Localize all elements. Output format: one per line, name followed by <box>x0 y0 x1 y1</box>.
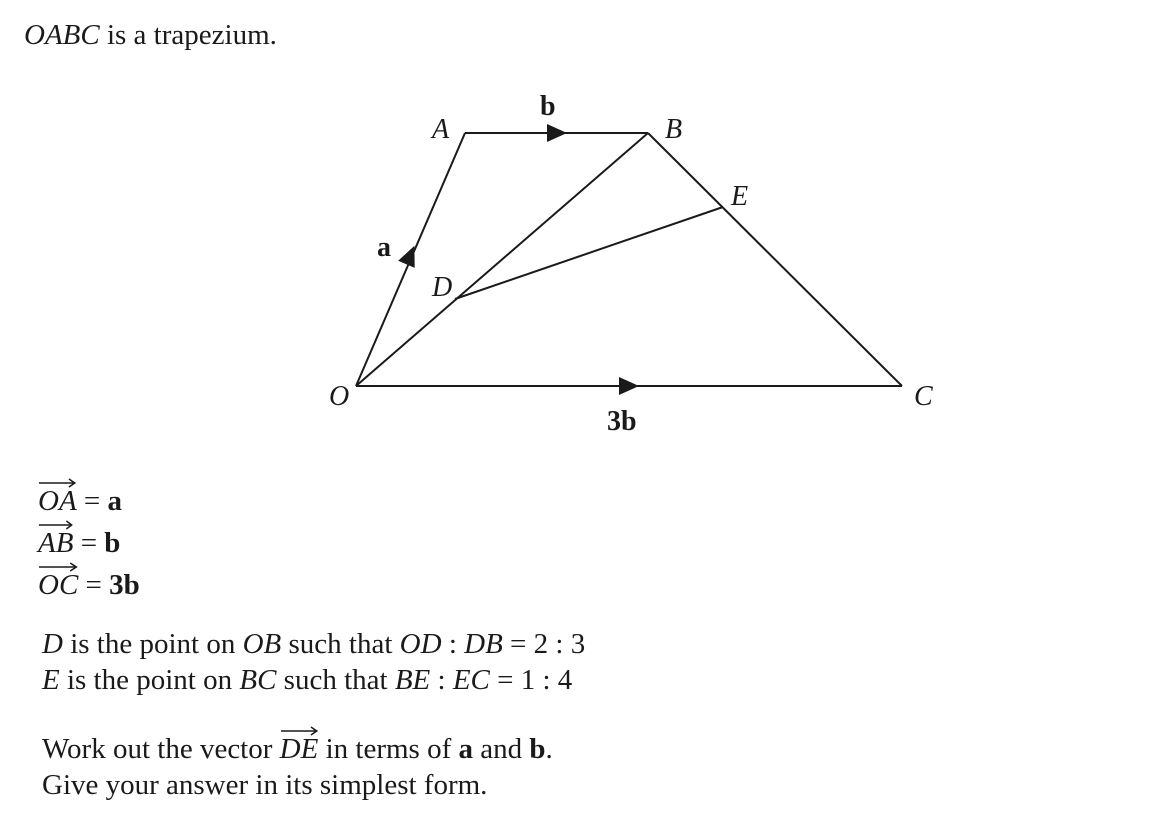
vector-AB: AB <box>38 526 73 560</box>
arrowhead-AB <box>547 124 567 142</box>
vector-arrow-icon <box>280 726 319 736</box>
vector-value: 3b <box>109 569 140 601</box>
label-vector-3b: 3b <box>607 406 637 437</box>
equals-sign: = <box>85 569 110 601</box>
condition-D: D is the point on OB such that OD : DB = 2 : 3 <box>42 628 586 660</box>
vector-definition-OC <box>38 568 140 602</box>
shape-name: OABC <box>24 19 100 51</box>
vector-DE: DE <box>280 732 319 766</box>
vector-arrow-icon <box>38 520 73 530</box>
intro-text: is a trapezium. <box>99 19 277 51</box>
label-point-B: B <box>665 114 683 145</box>
vector-OA: OA <box>38 484 77 518</box>
arrowhead-OA <box>398 242 422 267</box>
vector-definition-OA <box>38 484 122 518</box>
vector-arrow-icon <box>38 562 78 572</box>
label-vector-b: b <box>540 91 556 122</box>
vector-value: a <box>107 485 123 517</box>
equals-sign: = <box>80 527 105 559</box>
label-point-D: D <box>432 272 453 303</box>
vector-definition-AB <box>38 526 120 560</box>
question-line-2: Give your answer in its simplest form. <box>42 769 488 801</box>
equals-sign: = <box>83 485 108 517</box>
vector-arrow-icon <box>38 478 77 488</box>
edge-DE <box>455 207 723 299</box>
question-line-1: Work out the vector DE in terms of a and b. <box>42 732 553 766</box>
label-point-O: O <box>329 381 350 412</box>
label-point-C: C <box>914 381 933 412</box>
arrowhead-OC <box>619 377 639 395</box>
vector-value: b <box>104 527 121 559</box>
edge-BC <box>648 133 902 386</box>
label-vector-a: a <box>377 232 391 263</box>
label-point-A: A <box>432 114 450 145</box>
label-point-E: E <box>731 181 749 212</box>
condition-E: E is the point on BC such that BE : EC = 1 : 4 <box>42 664 573 696</box>
vector-OC: OC <box>38 568 78 602</box>
